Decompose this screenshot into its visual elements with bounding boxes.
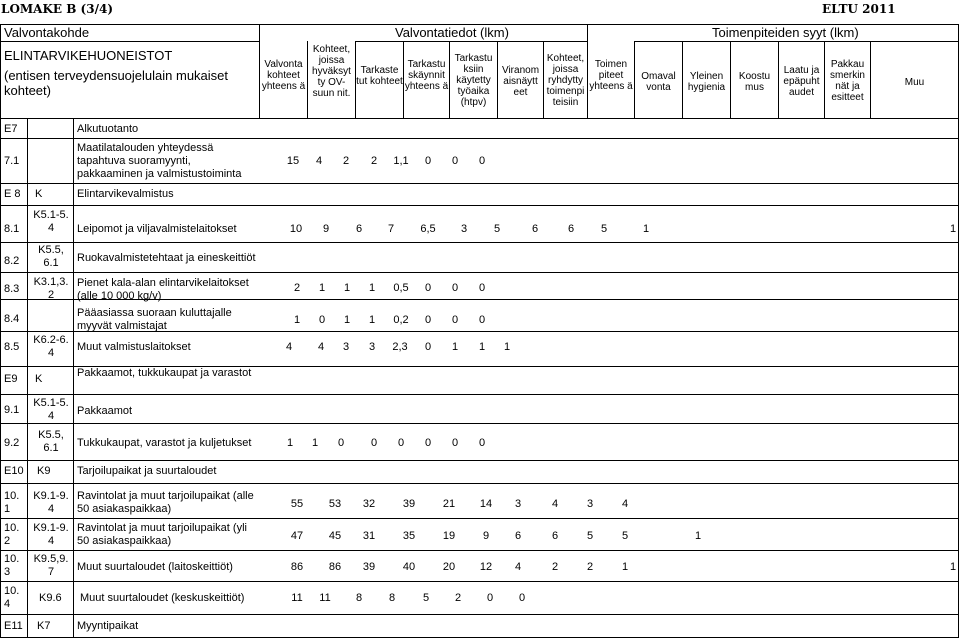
row-k: K5.1-5. 4 [33,397,69,422]
row-k: K3.1,3. 2 [33,276,69,301]
value-cell: 2 [586,561,594,573]
row-values [0,223,959,236]
value-cell: 0 [518,592,526,604]
row-name: Myyntipaikat [77,620,139,632]
value-cell: 1 [949,223,957,235]
value-cell: 0 [424,437,432,449]
row-k: K9 [37,465,51,477]
col-header-0: Valvonta kohteet yhteens ä [261,59,306,92]
form-title-bar [0,0,959,17]
row-id: 10. 2 [4,522,20,547]
col-header-1: Kohteet, joissa hyväksyt ty OV-suun nit. [312,44,351,99]
header-valvontatiedot: Valvontatiedot (lkm) [395,25,509,40]
value-cell: 0 [424,341,432,353]
value-cell: 86 [290,561,304,573]
value-cell: 53 [328,498,342,510]
value-cell: 9 [482,530,490,542]
col-header-5: Viranom aisnäytt eet [501,65,540,98]
col-header-3: Tarkastu skäynnit yhteens ä [404,59,449,92]
value-cell: 0 [451,314,459,326]
value-cell: 1 [621,561,629,573]
row-values [0,530,959,543]
row-values [0,314,959,327]
value-cell: 1 [311,437,319,449]
row-name: Pienet kala-alan elintarvikelaitokset (alle 10 000 kg/v) [77,277,249,302]
value-cell: 0 [478,282,486,294]
row-id: 8.4 [4,313,20,325]
row-id: 9.1 [4,404,20,416]
value-cell: 1 [343,282,351,294]
report-table [0,24,959,638]
value-cell: 1 [694,530,702,542]
row-k: K5.1-5. 4 [33,209,69,234]
value-cell: 47 [290,530,304,542]
col-header-7: Toimen piteet yhteens ä [589,59,633,92]
value-cell: 0 [451,437,459,449]
value-cell: 0 [478,155,486,167]
row-k: K9.6 [39,592,62,604]
row-k: K [35,188,43,200]
row-values [0,561,959,574]
row-k: K9.1-9. 4 [33,490,69,515]
value-cell: 8 [388,592,396,604]
col-header-13: Muu [904,77,925,88]
value-cell: 55 [290,498,304,510]
value-cell: 0 [451,155,459,167]
value-cell: 0,2 [393,314,409,326]
value-cell: 20 [442,561,456,573]
value-cell: 2 [454,592,462,604]
value-cell: 19 [442,530,456,542]
row-name: Pakkaamot, tukkukaupat ja varastot [77,367,252,379]
row-id: E11 [4,620,23,632]
value-cell: 32 [362,498,376,510]
value-cell: 1 [949,561,957,573]
value-cell: 1 [478,341,486,353]
row-values [0,437,959,450]
col-header-2: Tarkaste tut kohteet [356,65,403,87]
value-cell: 39 [402,498,416,510]
value-cell: 2 [551,561,559,573]
value-cell: 5 [621,530,629,542]
row-values [0,498,959,511]
value-cell: 31 [362,530,376,542]
value-cell: 3 [342,341,350,353]
value-cell: 0 [424,314,432,326]
value-cell: 35 [402,530,416,542]
value-cell: 7 [387,223,395,235]
row-k: K9.5,9. 7 [33,553,69,578]
row-name: Muut suurtaloudet (keskuskeittiöt) [80,592,245,604]
value-cell: 4 [621,498,629,510]
row-name: Pakkaamot [77,405,133,417]
value-cell: 0 [397,437,405,449]
value-cell: 4 [514,561,522,573]
value-cell: 4 [551,498,559,510]
row-name: Muut valmistuslaitokset [77,341,191,353]
value-cell: 1 [286,437,294,449]
value-cell: 1 [318,282,326,294]
value-cell: 15 [286,155,300,167]
value-cell: 5 [586,530,594,542]
row-name: Muut suurtaloudet (laitoskeittiöt) [77,561,233,573]
row-values [0,341,959,354]
value-cell: 39 [362,561,376,573]
value-cell: 21 [442,498,456,510]
row-values [0,155,959,168]
value-cell: 3 [460,223,468,235]
row-name: Ravintolat ja muut tarjoilupaikat (alle 50 asiakaspaikkaa) [77,490,254,515]
row-id: 8.3 [4,283,20,295]
value-cell: 40 [402,561,416,573]
value-cell: 1 [642,223,650,235]
value-cell: 6 [514,530,522,542]
form-title: LOMAKE B (3/4) [1,2,113,16]
value-cell: 12 [479,561,493,573]
value-cell: 2,3 [392,341,408,353]
value-cell: 5 [422,592,430,604]
category-subtitle: (entisen terveydensuojelulain mukaiset kohteet) [4,68,229,98]
value-cell: 5 [600,223,608,235]
col-header-8: Omaval vonta [641,71,676,93]
col-header-11: Laatu ja epäpuht audet [783,65,820,98]
header-valvontakohde: Valvontakohde [4,25,90,40]
row-id: 8.5 [4,341,20,353]
value-cell: 14 [479,498,493,510]
value-cell: 5 [493,223,501,235]
row-k: K6.2-6. 4 [33,334,69,359]
value-cell: 6 [567,223,575,235]
value-cell: 0 [318,314,326,326]
value-cell: 0 [451,282,459,294]
value-cell: 2 [293,282,301,294]
value-cell: 4 [285,341,293,353]
value-cell: 0 [337,437,345,449]
row-k: K5.5, 6.1 [38,429,64,454]
value-cell: 0 [424,155,432,167]
row-id: 10. 4 [4,585,20,610]
value-cell: 0 [424,282,432,294]
value-cell: 86 [328,561,342,573]
value-cell: 0 [370,437,378,449]
row-k: K9.1-9. 4 [33,522,69,547]
col-header-10: Koostu mus [738,71,771,93]
category-title: ELINTARVIKEHUONEISTOT [4,48,173,63]
col-header-6: Kohteet, joissa ryhdytty toimenpi teisiin [546,53,585,108]
value-cell: 6,5 [420,223,436,235]
col-header-9: Yleinen hygienia [687,71,726,93]
row-k: K7 [37,620,51,632]
row-id: E 8 [4,188,21,200]
value-cell: 9 [322,223,330,235]
row-id: E7 [4,123,18,135]
value-cell: 0 [478,314,486,326]
value-cell: 45 [328,530,342,542]
row-id: 10. 3 [4,553,20,578]
value-cell: 1 [293,314,301,326]
value-cell: 11 [319,592,331,604]
value-cell: 1 [368,314,376,326]
col-header-12: Pakkau smerkin nät ja esitteet [829,59,865,103]
value-cell: 6 [551,530,559,542]
row-name: Ravintolat ja muut tarjoilupaikat (yli 50 asiakaspaikkaa) [77,522,247,547]
row-id: 9.2 [4,437,20,449]
value-cell: 0 [486,592,494,604]
value-cell: 8 [355,592,363,604]
value-cell: 2 [370,155,378,167]
value-cell: 1 [451,341,459,353]
header-toimenpiteiden: Toimenpiteiden syyt (lkm) [712,25,859,40]
row-id: 8.1 [4,223,20,235]
value-cell: 1 [368,282,376,294]
row-k: K [35,373,43,385]
row-values [0,282,959,295]
value-cell: 3 [514,498,522,510]
row-name: Tarjoilupaikat ja suurtaloudet [77,465,217,477]
col-header-4: Tarkastu ksiin käytetty työaika (htpv) [454,53,493,108]
value-cell: 6 [531,223,539,235]
row-name: Pääasiassa suoraan kuluttajalle myyvät valmistajat [77,307,232,332]
row-id: 7.1 [4,155,20,167]
row-name: Ruokavalmistetehtaat ja eineskeittiöt [77,252,256,264]
form-year: ELTU 2011 [822,2,896,16]
row-id: E10 [4,465,24,477]
row-id: E9 [4,373,18,385]
value-cell: 11 [291,592,303,604]
value-cell: 1 [343,314,351,326]
row-values [0,592,959,605]
value-cell: 1,1 [393,155,409,167]
row-name: Elintarvikevalmistus [77,188,174,200]
row-id: 10. 1 [4,490,20,515]
row-k: K5.5, 6.1 [38,244,64,269]
row-name: Tukkukaupat, varastot ja kuljetukset [77,437,252,449]
value-cell: 3 [586,498,594,510]
row-id: 8.2 [4,255,20,267]
row-name: Alkutuotanto [77,123,139,135]
value-cell: 4 [317,341,325,353]
value-cell: 4 [315,155,323,167]
value-cell: 0,5 [393,282,409,294]
value-cell: 6 [355,223,363,235]
row-name: Maatilatalouden yhteydessä tapahtuva suoramyynti, pakkaaminen ja valmistustoiminta [77,142,242,180]
row-name: Leipomot ja viljavalmistelaitokset [77,223,237,235]
value-cell: 1 [503,341,511,353]
value-cell: 0 [478,437,486,449]
value-cell: 2 [342,155,350,167]
value-cell: 3 [368,341,376,353]
value-cell: 10 [289,223,303,235]
